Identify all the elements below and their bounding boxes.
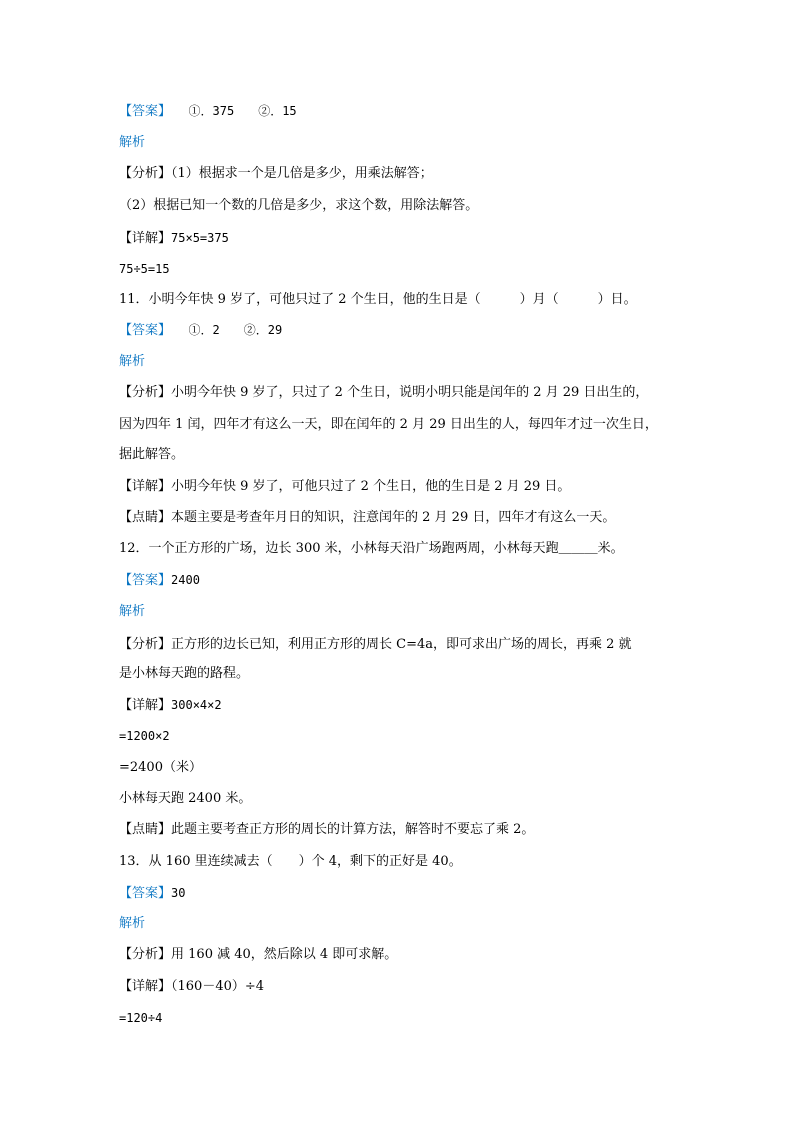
detail-tag: 【详解】	[119, 698, 172, 713]
remark-text: 此题主要考查正方形的周长的计算方法，解答时不要忘了乘 2。	[171, 822, 535, 837]
text-line	[119, 197, 478, 215]
answer-text: 2400	[171, 573, 200, 587]
line-text: 小林每天跑 2400 米。	[119, 791, 252, 806]
analysis-heading	[119, 353, 145, 371]
remark-line	[119, 821, 534, 839]
detail-text: （160－40）÷4	[171, 979, 265, 994]
analysis-tag: 解析	[119, 916, 146, 931]
line-text: 是小林每天跑的路程。	[119, 666, 250, 681]
detail-text: 75×5=375	[171, 231, 229, 245]
text-line	[119, 790, 251, 808]
detail-line	[119, 978, 264, 996]
text-line	[119, 416, 658, 434]
answer-tag: 【答案】	[119, 573, 172, 588]
answer-line	[119, 571, 200, 589]
text-line	[119, 727, 170, 745]
remark-line	[119, 509, 615, 527]
line-text: 据此解答。	[119, 447, 185, 462]
line-text: =2400（米）	[119, 760, 202, 775]
analysis-heading	[119, 915, 145, 933]
question-12	[119, 540, 624, 558]
detail-tag: 【详解】	[119, 231, 172, 246]
text-line	[119, 665, 249, 683]
analysis-tag: 解析	[119, 604, 146, 619]
fenxi-text: 小明今年快 9 岁了，只过了 2 个生日，说明小明只能是闰年的 2 月 29 日出生的，	[171, 385, 649, 400]
fenxi-tag: 【分析】	[119, 385, 172, 400]
detail-text: 300×4×2	[171, 698, 222, 712]
line-text: （2）根据已知一个数的几倍是多少，求这个数，用除法解答。	[119, 198, 479, 213]
answer-tag: 【答案】	[119, 323, 165, 338]
detail-line	[119, 229, 229, 247]
fenxi-text: （1）根据求一个是几倍是多少，用乘法解答；	[171, 166, 433, 181]
line-text: 因为四年 1 闰，四年才有这么一天，即在闰年的 2 月 29 日出生的人，每四年才过一次生日，	[119, 417, 658, 432]
question-text: 11．小明今年快 9 岁了，可他只过了 2 个生日，他的生日是（ ）月（ ）日。	[119, 292, 637, 307]
answer-line	[119, 102, 297, 120]
text-line	[119, 1009, 162, 1027]
analysis-tag: 解析	[119, 135, 146, 150]
question-text: 12．一个正方形的广场，边长 300 米，小林每天沿广场跑两周，小林每天跑＿＿＿米。	[119, 541, 624, 556]
answer-line	[119, 884, 185, 902]
line-text: 75÷5=15	[119, 262, 170, 276]
answer-text: 30	[171, 886, 186, 900]
remark-tag: 【点睛】	[119, 822, 172, 837]
analysis-heading	[119, 134, 145, 152]
fenxi-line	[119, 384, 648, 402]
detail-tag: 【详解】	[119, 979, 172, 994]
question-13	[119, 853, 462, 871]
line-text: =1200×2	[119, 729, 170, 743]
answer-line	[119, 321, 282, 339]
text-line	[119, 446, 184, 464]
answer-text: ①．2 ②．29	[164, 323, 283, 337]
detail-tag: 【详解】	[119, 479, 172, 494]
detail-text: 小明今年快 9 岁了，可他只过了 2 个生日，他的生日是 2 月 29 日。	[171, 479, 571, 494]
fenxi-tag: 【分析】	[119, 637, 172, 652]
fenxi-text: 用 160 减 40，然后除以 4 即可求解。	[171, 947, 398, 962]
fenxi-tag: 【分析】	[119, 947, 172, 962]
fenxi-line	[119, 165, 433, 183]
fenxi-line	[119, 946, 397, 964]
line-text: =120÷4	[119, 1011, 163, 1025]
text-line	[119, 260, 170, 278]
question-text: 13．从 160 里连续减去（ ）个 4，剩下的正好是 40。	[119, 854, 462, 869]
fenxi-line	[119, 636, 632, 654]
fenxi-text: 正方形的边长已知，利用正方形的周长 C=4a，即可求出广场的周长，再乘 2 就	[171, 637, 632, 652]
detail-line	[119, 478, 570, 496]
answer-text: ①．375 ②．15	[164, 104, 297, 118]
text-line	[119, 759, 202, 777]
question-11	[119, 291, 637, 309]
analysis-tag: 解析	[119, 354, 146, 369]
answer-tag: 【答案】	[119, 104, 165, 119]
detail-line	[119, 696, 222, 714]
remark-tag: 【点睛】	[119, 510, 172, 525]
analysis-heading	[119, 603, 145, 621]
fenxi-tag: 【分析】	[119, 166, 172, 181]
remark-text: 本题主要是考查年月日的知识，注意闰年的 2 月 29 日，四年才有这么一天。	[171, 510, 616, 525]
answer-tag: 【答案】	[119, 886, 172, 901]
